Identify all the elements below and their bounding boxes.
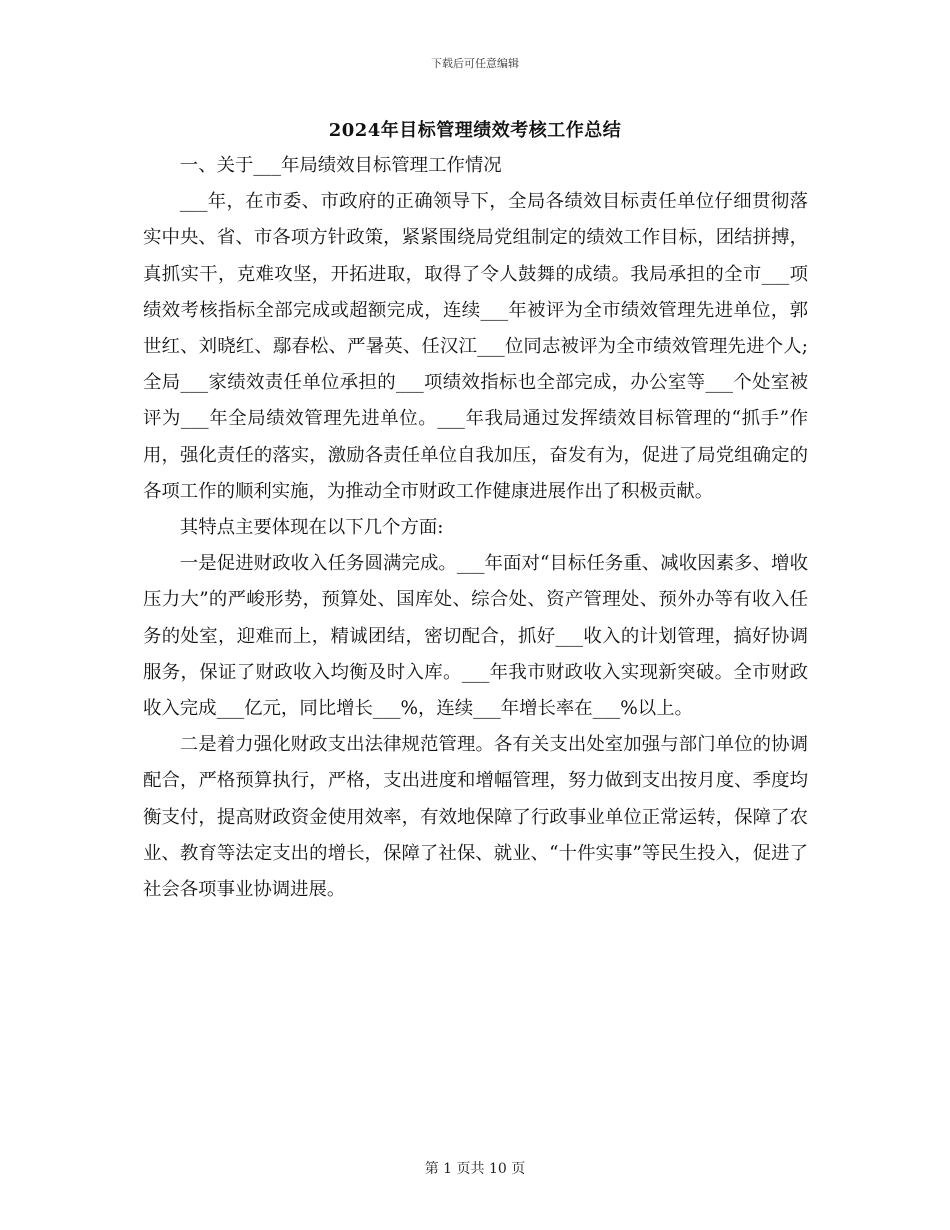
document-title: 2024年目标管理绩效考核工作总结 xyxy=(328,120,622,141)
paragraph-features-lead: 其特点主要体现在以下几个方面: xyxy=(179,517,444,539)
paragraph-expenditure: 二是着力强化财政支出法律规范管理。各有关支出处室加强与部门单位的协调配合，严格预算执行，严格，支出进度和增幅管理，努力做到支出按月度、季度均衡支付，提高财政资金使用效率，有效地保障了行政事业单位正常运转，保障了农业、教育等法定支出的增长，保障了社保、就业、“十件实事”等民生投入，促进了社会各项事业协调进展。 xyxy=(143,734,808,901)
document-body xyxy=(143,148,808,908)
header-note: 下载后可任意编辑 xyxy=(431,57,519,70)
page-footer: 第 1 页共 10 页 xyxy=(424,1161,526,1177)
section-heading: 一、关于___年局绩效目标管理工作情况 xyxy=(179,155,502,176)
paragraph-intro: ___年，在市委、市政府的正确领导下，全局各绩效目标责任单位仔细贯彻落实中央、省、市各项方针政策，紧紧围绕局党组制定的绩效工作目标，团结拼搏，真抓实干，克难攻坚，开拓进取，取得了令人鼓舞的成绩。我局承担的全市___项绩效考核指标全部完成或超额完成，连续___年被评为全市绩效管理先进单位，郭世红、刘晓红、鄢春松、严暑英、任汉江___位同志被评为全市绩效管理先进个人;全局___家绩效责任单位承担的___项绩效指标也全部完成，办公室等___个处室被评为___年全局绩效管理先进单位。___年我局通过发挥绩效目标管理的“抓手”作用，强化责任的落实，激励各责任单位自我加压，奋发有为，促进了局党组确定的各项工作的顺利实施，为推动全市财政工作健康进展作出了积极贡献。 xyxy=(143,191,808,502)
paragraph-revenue: 一是促进财政收入任务圆满完成。___年面对“目标任务重、减收因素多、增收压力大”的严峻形势，预算处、国库处、综合处、资产管理处、预外办等有收入任务的处室，迎难而上，精诚团结，密切配合，抓好___收入的计划管理，搞好协调服务，保证了财政收入均衡及时入库。___年我市财政收入实现新突破。全市财政收入完成___亿元，同比增长___%，连续___年增长率在___%以上。 xyxy=(143,553,808,720)
